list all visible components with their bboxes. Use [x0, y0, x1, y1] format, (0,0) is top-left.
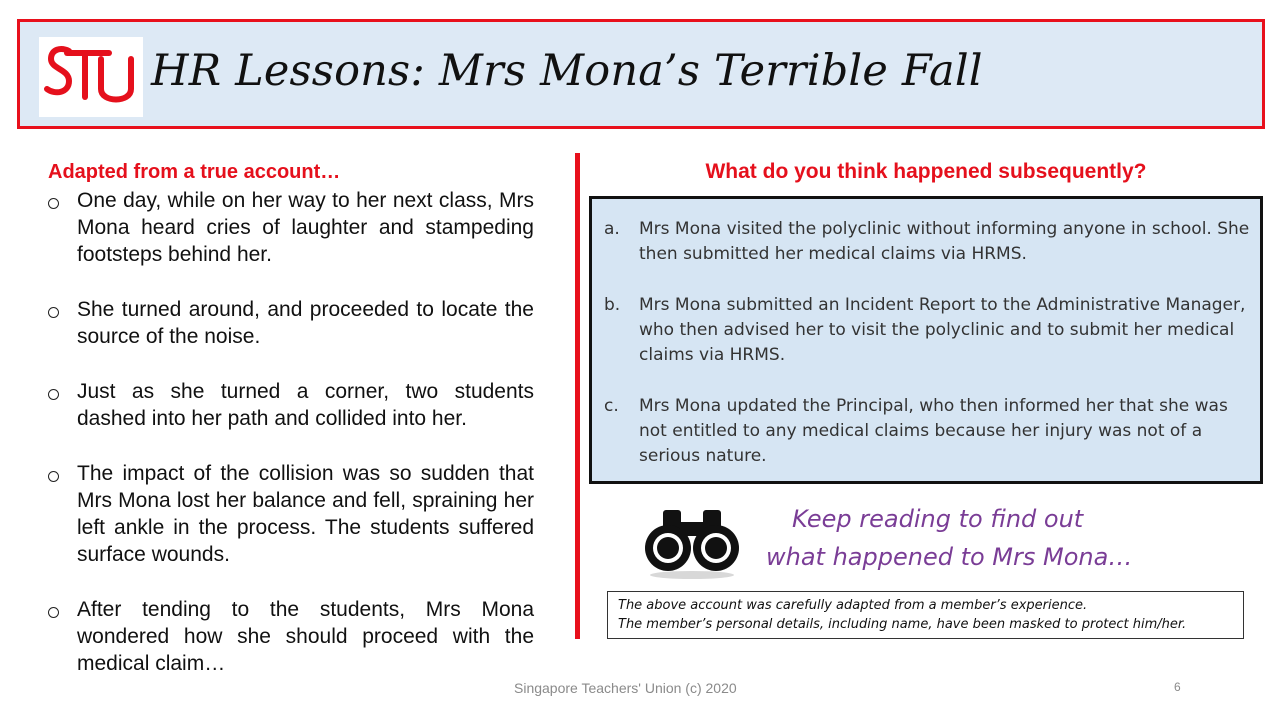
keep-reading-line-1: Keep reading to find out [792, 505, 1084, 533]
bullet-text: Just as she turned a corner, two students dashed into her path and collided into her. [77, 380, 534, 430]
hollow-circle-bullet-icon [48, 607, 59, 618]
keep-reading-line-2: what happened to Mrs Mona… [766, 543, 1133, 571]
page-number: 6 [1174, 680, 1181, 694]
stu-logo-icon [39, 37, 143, 117]
bullet-text: She turned around, and proceeded to locate the source of the noise. [77, 298, 534, 348]
keep-reading-callout [766, 500, 1132, 576]
list-item [48, 378, 534, 432]
option-b [602, 293, 1250, 368]
option-letter: a. [604, 219, 620, 239]
option-letter: b. [604, 295, 621, 315]
binoculars-icon [637, 492, 747, 582]
hollow-circle-bullet-icon [48, 389, 59, 400]
option-a [602, 217, 1250, 267]
options-panel [589, 196, 1263, 484]
hollow-circle-bullet-icon [48, 198, 59, 209]
hollow-circle-bullet-icon [48, 471, 59, 482]
option-text: Mrs Mona updated the Principal, who then informed her that she was not entitled to any medical claims because her injury was not of a serious nature. [639, 396, 1228, 466]
bullet-text: The impact of the collision was so sudden that Mrs Mona lost her balance and fell, spraining her left ankle in the process. The students suffered surface wounds. [77, 462, 534, 566]
option-letter: c. [604, 396, 619, 416]
footer-copyright: Singapore Teachers' Union (c) 2020 [514, 680, 737, 696]
left-heading: Adapted from a true account… [48, 161, 341, 183]
list-item [48, 187, 534, 268]
option-text: Mrs Mona visited the polyclinic without informing anyone in school. She then submitted her medical claims via HRMS. [639, 219, 1250, 264]
stu-logo [39, 37, 143, 117]
story-bullet-list [48, 187, 534, 677]
question-heading: What do you think happened subsequently? [705, 160, 1147, 183]
disclaimer-line-1: The above account was carefully adapted from a member’s experience. [618, 598, 1088, 613]
option-c [602, 394, 1250, 469]
list-item [48, 596, 534, 677]
bullet-text: After tending to the students, Mrs Mona wondered how she should proceed with the medical claim… [77, 598, 534, 675]
list-item [48, 460, 534, 568]
page-title: HR Lessons: Mrs Mona’s Terrible Fall [151, 46, 983, 96]
disclaimer-line-2: The member’s personal details, including name, have been masked to protect him/her. [618, 617, 1187, 632]
list-item [48, 296, 534, 350]
option-text: Mrs Mona submitted an Incident Report to the Administrative Manager, who then advised her to visit the polyclinic and to submit her medical claims via HRMS. [639, 295, 1246, 365]
bullet-text: One day, while on her way to her next class, Mrs Mona heard cries of laughter and stampeding footsteps behind her. [77, 189, 534, 266]
hollow-circle-bullet-icon [48, 307, 59, 318]
title-banner [17, 19, 1265, 129]
disclaimer-box [607, 591, 1244, 639]
vertical-divider [575, 153, 580, 639]
